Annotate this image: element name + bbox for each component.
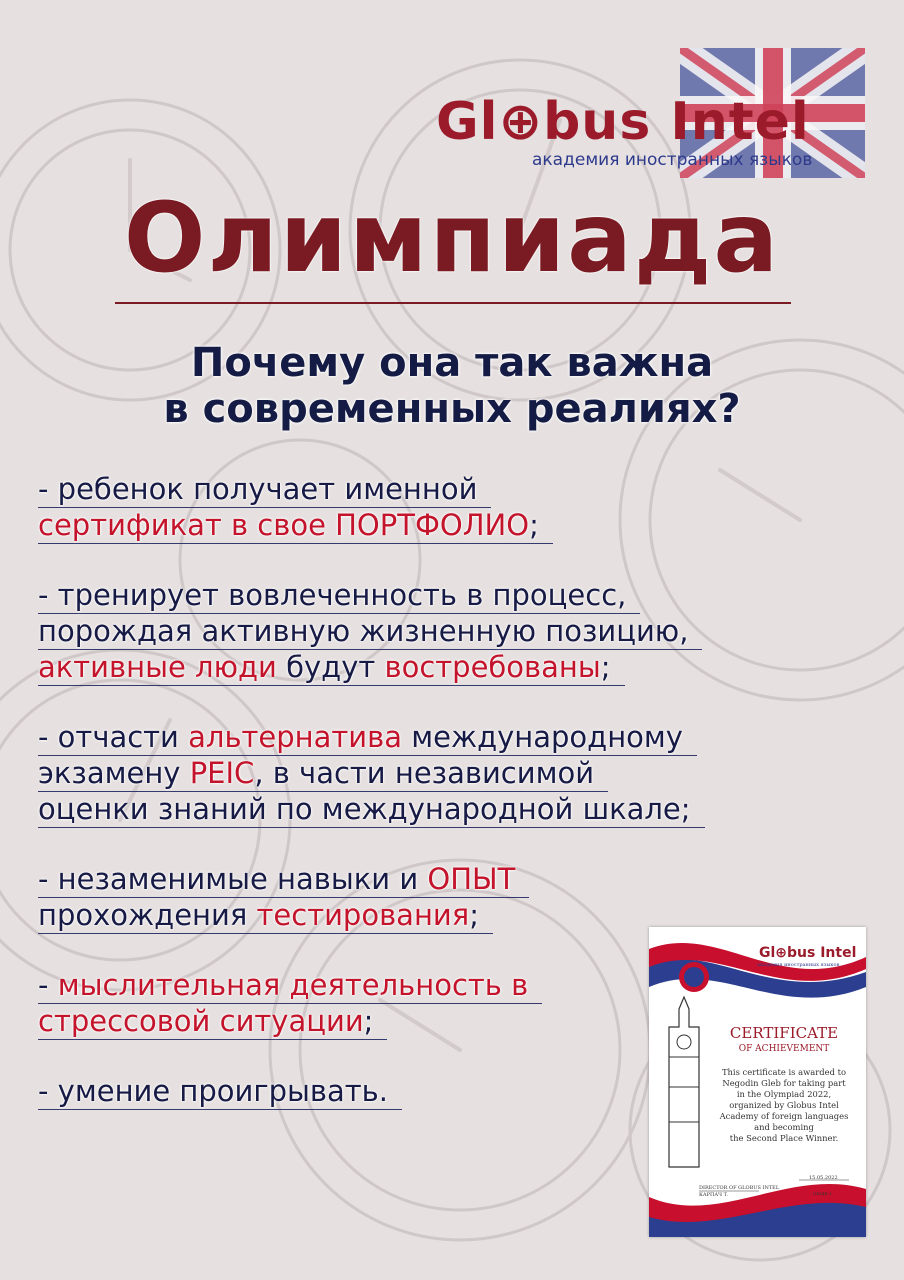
bullet-item bbox=[38, 472, 858, 544]
highlight-text: ОПЫТ bbox=[427, 862, 516, 896]
body-text: ; bbox=[469, 898, 479, 932]
bullet-line bbox=[38, 898, 493, 934]
certificate-subtitle: OF ACHIEVEMENT bbox=[738, 1044, 830, 1054]
body-text: оценки знаний по международной шкале; bbox=[38, 792, 691, 826]
body-text: - отчасти bbox=[38, 720, 189, 754]
logo-brand-text: Gl⊕bus Intel bbox=[436, 92, 810, 152]
subtitle-line-1: Почему она так важна bbox=[190, 340, 714, 386]
certificate-director: DIRECTOR OF GLOBUS INTEL bbox=[699, 1185, 780, 1191]
certificate-body-line: Academy of foreign languages bbox=[719, 1111, 849, 1121]
highlight-text: сертификат в свое ПОРТФОЛИО bbox=[38, 508, 530, 542]
body-text: международному bbox=[402, 720, 683, 754]
bullet-line bbox=[38, 862, 529, 898]
highlight-text: стрессовой ситуации bbox=[38, 1004, 364, 1038]
body-text: - незаменимые навыки и bbox=[38, 862, 428, 896]
bullet-line bbox=[38, 650, 625, 686]
body-text: , в части независимой bbox=[254, 756, 595, 790]
title-divider bbox=[115, 302, 791, 304]
bullet-line bbox=[38, 1004, 387, 1040]
highlight-text: активные люди bbox=[38, 650, 277, 684]
bullet-line bbox=[38, 968, 542, 1004]
certificate-logo: Gl⊕bus Intel bbox=[759, 945, 857, 961]
body-text: - тренирует вовлеченность в процесс, bbox=[38, 578, 627, 612]
bullet-item bbox=[38, 720, 858, 828]
certificate-body-line: in the Olympiad 2022, bbox=[736, 1089, 832, 1099]
certificate-body-line: Negodin Gleb for taking part bbox=[722, 1078, 846, 1088]
certificate-signature: (подп.) bbox=[813, 1191, 832, 1197]
certificate-body-line: organized by Globus Intel bbox=[729, 1100, 839, 1110]
body-text: ; bbox=[363, 1004, 374, 1038]
certificate-title: CERTIFICATE bbox=[729, 1024, 839, 1042]
body-text: ; bbox=[600, 650, 611, 684]
bullet-item bbox=[38, 578, 858, 686]
certificate-image bbox=[649, 927, 866, 1237]
certificate-logo-subtitle: академия иностранных языков bbox=[757, 962, 840, 968]
highlight-text: PEIC bbox=[189, 756, 255, 790]
certificate-body-line: the Second Place Winner. bbox=[729, 1133, 839, 1143]
subtitle-line-2: в современных реалиях? bbox=[163, 386, 741, 432]
bullet-line bbox=[38, 472, 491, 508]
subtitle bbox=[0, 340, 904, 432]
bullet-line bbox=[38, 720, 697, 756]
bullet-item bbox=[38, 862, 858, 934]
bullet-line bbox=[38, 508, 553, 544]
bullet-line bbox=[38, 1074, 402, 1110]
certificate-body-line: This certificate is awarded to bbox=[721, 1067, 847, 1077]
page-title: Олимпиада bbox=[123, 182, 781, 294]
brand-logo bbox=[430, 40, 870, 180]
body-text: порождая активную жизненную позицию, bbox=[38, 614, 689, 648]
highlight-text: востребованы bbox=[384, 650, 601, 684]
certificate-date: 15.05.2022 bbox=[809, 1175, 838, 1181]
bullet-line bbox=[38, 792, 705, 828]
certificate-body-line: and becoming bbox=[754, 1122, 814, 1132]
highlight-text: мыслительная деятельность в bbox=[57, 968, 529, 1002]
body-text: прохождения bbox=[38, 898, 257, 932]
highlight-text: тестирования bbox=[256, 898, 470, 932]
certificate-director-name: КАРПАЧ Т. bbox=[699, 1192, 729, 1198]
bullet-line bbox=[38, 614, 702, 650]
bullet-line bbox=[38, 578, 640, 614]
body-text: - ребенок получает именной bbox=[38, 472, 478, 506]
bullet-line bbox=[38, 756, 608, 792]
logo-subtitle: академия иностранных языков bbox=[532, 150, 813, 170]
body-text: - умение проигрывать. bbox=[38, 1074, 388, 1108]
body-text: экзамену bbox=[38, 756, 190, 790]
highlight-text: альтернатива bbox=[188, 720, 403, 754]
body-text: будут bbox=[276, 650, 385, 684]
body-text: ; bbox=[529, 508, 539, 542]
certificate-body bbox=[709, 1067, 859, 1144]
body-text: - bbox=[38, 968, 58, 1002]
